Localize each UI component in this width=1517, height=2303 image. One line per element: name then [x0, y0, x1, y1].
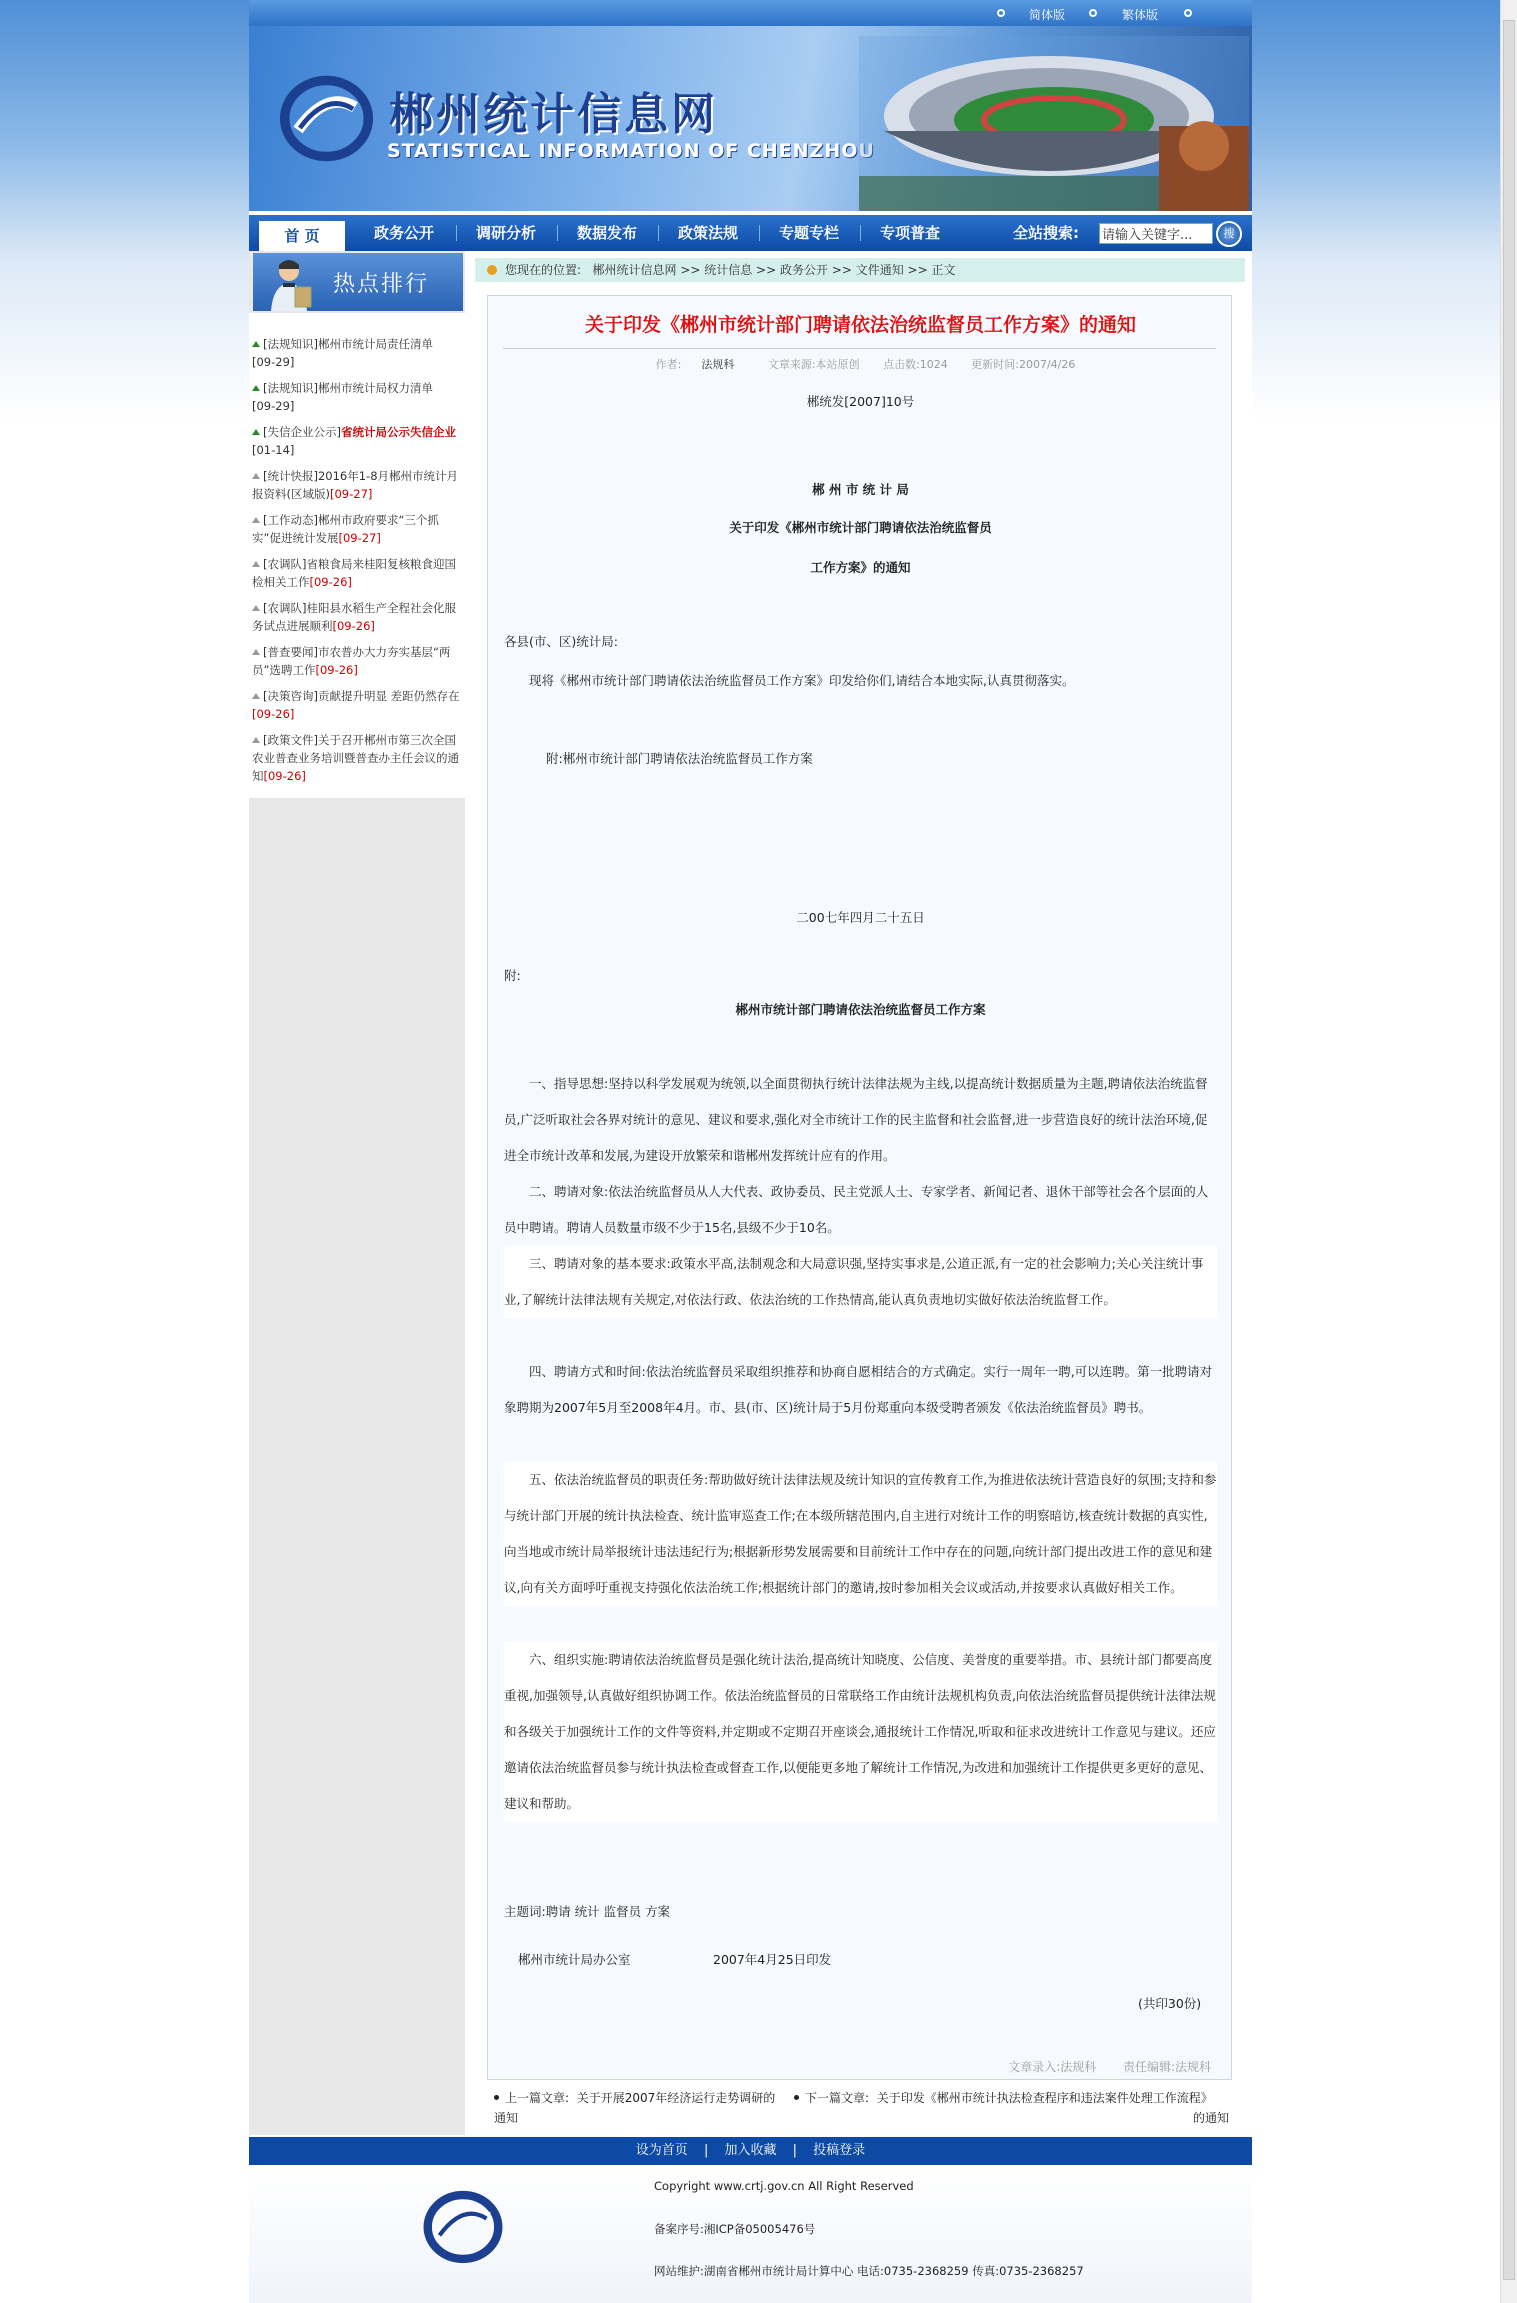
- dash-icon: [252, 737, 260, 743]
- article-author: 法规科: [701, 358, 735, 371]
- plan-paragraph: 一、指导思想:坚持以科学发展观为统领,以全面贯彻执行统计法律法规为主线,以提高统计数据质量为主题,聘请依法治统监督员,广泛听取社会各界对统计的意见、建议和要求,强化对全市统计工作的民主监督和社会监督,进一步营造良好的统计法治环境,促进全市统计改革和发展,为建设开放繁荣和谐郴州发挥统计应有的作用。: [504, 1076, 1208, 1163]
- list-item[interactable]: [工作动态]郴州市政府要求“三个抓实”促进统计发展[09-27]: [252, 513, 439, 545]
- list-item[interactable]: [法规知识]郴州市统计局权力清单 [09-29]: [252, 381, 433, 413]
- prev-article[interactable]: 上一篇文章: 关于开展2007年经济运行走势调研的 通知: [494, 2091, 776, 2125]
- breadcrumb: [475, 258, 1245, 282]
- divider: [503, 348, 1216, 349]
- list-item[interactable]: [普查要闻]市农普办大力夯实基层“两员”选聘工作[09-26]: [252, 645, 451, 677]
- doc-attach-label: 附:: [504, 968, 521, 983]
- search-button[interactable]: 搜: [1216, 221, 1242, 247]
- dash-icon: [252, 605, 260, 611]
- footer-logo-icon: [421, 2185, 505, 2269]
- plan-paragraph: 二、聘请对象:依法治统监督员从人大代表、政协委员、民主党派人士、专家学者、新闻记者、退休干部等社会各个层面的人员中聘请。聘请人员数量市级不少于15名,县级不少于10名。: [504, 1184, 1209, 1235]
- nav-policy[interactable]: 政策法规: [677, 224, 738, 242]
- nav-gov-affairs[interactable]: 政务公开: [373, 224, 434, 242]
- top-bar: [249, 0, 1252, 26]
- dash-icon: [252, 561, 260, 567]
- plan-paragraph: 四、聘请方式和时间:依法治统监督员采取组织推荐和协商自愿相结合的方式确定。实行一周年一聘,可以连聘。第一批聘请对象聘期为2007年5月至2008年4月。市、县(市、区)统计局于5月份郑重向本级受聘者颁发《依法治统监督员》聘书。: [504, 1364, 1213, 1415]
- sidebar: [249, 251, 465, 2135]
- list-item[interactable]: [失信企业公示]省统计局公示失信企业[01-14]: [252, 425, 456, 457]
- bullet-icon: [494, 2095, 499, 2100]
- maintainer-text: 网站维护:湖南省郴州市统计局计算中心 电话:0735-2368259 传真:0735-2368257: [654, 2264, 1084, 2278]
- scrollbar[interactable]: [1500, 0, 1517, 2303]
- location-icon: [487, 265, 497, 275]
- nav-research[interactable]: 调研分析: [475, 224, 536, 242]
- list-item[interactable]: [决策咨询]贡献提升明显 差距仍然存在[09-26]: [252, 689, 460, 721]
- person-icon: [261, 253, 321, 311]
- site-footer: [249, 2165, 1252, 2303]
- copyright-text: Copyright www.crtj.gov.cn All Right Reserved: [654, 2179, 914, 2193]
- prev-article-link[interactable]: 关于开展2007年经济运行走势调研的: [576, 2091, 776, 2105]
- nav-separator: [759, 225, 760, 241]
- breadcrumb-prefix: 您现在的位置:: [505, 263, 582, 277]
- doc-heading-line1: 关于印发《郴州市统计部门聘请依法治统监督员: [729, 520, 992, 535]
- dash-icon: [252, 693, 260, 699]
- list-item[interactable]: [农调队]省粮食局来桂阳复核粮食迎国检相关工作[09-26]: [252, 557, 456, 589]
- breadcrumb-path[interactable]: 郴州统计信息网 >> 统计信息 >> 政务公开 >> 文件通知 >> 正文: [592, 263, 956, 277]
- stadium-image: [859, 36, 1249, 211]
- icp-text[interactable]: 备案序号:湘ICP备05005476号: [654, 2222, 816, 2236]
- sidebar-title: 热点排行: [333, 272, 430, 297]
- article-entry: 文章录入:法规科: [1008, 2060, 1097, 2074]
- doc-heading-line2: 工作方案》的通知: [810, 560, 911, 575]
- set-homepage-link[interactable]: 设为首页: [635, 2143, 688, 2158]
- next-article[interactable]: 下一篇文章: 关于印发《郴州市统计执法检查程序和违法案件处理工作流程》 的通知: [794, 2088, 1229, 2128]
- doc-issue-date: 2007年4月25日印发: [713, 1952, 832, 1967]
- dash-icon: [252, 473, 260, 479]
- up-arrow-icon: [252, 429, 260, 435]
- footer-links: 设为首页 | 加入收藏 | 投稿登录: [249, 2137, 1252, 2165]
- hot-ranking-header: [253, 253, 463, 311]
- list-item[interactable]: [政策文件]关于召开郴州市第三次全国农业普查业务培训暨普查办主任会议的通知[09-26]: [252, 733, 459, 783]
- nav-data-release[interactable]: 数据发布: [576, 224, 637, 242]
- scrollbar-thumb[interactable]: [1503, 20, 1515, 2280]
- site-title-en: STATISTICAL INFORMATION OF CHENZHOU: [387, 140, 875, 162]
- up-arrow-icon: [252, 385, 260, 391]
- plan-title: 郴州市统计部门聘请依法治统监督员工作方案: [735, 1002, 986, 1017]
- simplified-link[interactable]: 简体版: [1029, 8, 1066, 22]
- doc-number: 郴统发[2007]10号: [806, 394, 915, 409]
- dash-icon: [252, 649, 260, 655]
- main-nav: [249, 215, 1252, 251]
- article-title: 关于印发《郴州市统计部门聘请依法治统监督员工作方案》的通知: [584, 314, 1136, 336]
- site-logo-icon: [279, 71, 374, 166]
- article-updated: 更新时间:2007/4/26: [971, 358, 1076, 371]
- bullet-icon: [1089, 9, 1097, 17]
- nav-home[interactable]: 首 页: [259, 221, 345, 251]
- list-item[interactable]: [统计快报]2016年1-8月郴州市统计月报资料(区域版)[09-27]: [252, 469, 459, 501]
- article-footer: [1008, 2058, 1211, 2075]
- doc-recipient: 各县(市、区)统计局:: [504, 634, 618, 649]
- site-title-cn: 郴州统计信息网: [389, 89, 718, 140]
- page-wrapper: [249, 0, 1252, 2303]
- article-source: 文章来源:本站原创: [767, 358, 860, 371]
- doc-intro: 现将《郴州市统计部门聘请依法治统监督员工作方案》印发给你们,请结合本地实际,认真贯彻落实。: [529, 673, 1075, 688]
- plan-paragraph: 三、聘请对象的基本要求:政策水平高,法制观念和大局意识强,坚持实事求是,公道正派,有一定的社会影响力;关心关注统计事业,了解统计法律法规有关规定,对依法行政、依法治统的工作热情高,能认真负责地切实做好依法治统监督工作。: [504, 1246, 1217, 1318]
- bullet-icon: [794, 2095, 799, 2100]
- submit-login-link[interactable]: 投稿登录: [813, 2143, 866, 2158]
- nav-census[interactable]: 专项普查: [879, 224, 940, 242]
- nav-special-topics[interactable]: 专题专栏: [778, 224, 839, 242]
- nav-separator: [658, 225, 659, 241]
- site-banner: [249, 26, 1252, 211]
- plan-paragraph: 五、依法治统监督员的职责任务:帮助做好统计法律法规及统计知识的宣传教育工作,为推进依法统计营造良好的氛围;支持和参与统计部门开展的统计执法检查、统计监审巡查工作;在本级所辖范围内,自主进行对统计工作的明察暗访,核查统计数据的真实性,向当地或市统计局举报统计违法违纪行为;根据新形势发展需要和目前统计工作中存在的问题,向统计部门提出改进工作的意见和建议,向有关方面呼吁重视支持强化依法治统工作;根据统计部门的邀请,按时参加相关会议或活动,并按要求认真做好相关工作。: [504, 1462, 1217, 1606]
- dash-icon: [252, 517, 260, 523]
- doc-copies: (共印30份): [1138, 1996, 1202, 2011]
- doc-attachment: 附:郴州市统计部门聘请依法治统监督员工作方案: [546, 751, 813, 766]
- doc-date: 二00七年四月二十五日: [796, 910, 925, 925]
- next-article-link[interactable]: 关于印发《郴州市统计执法检查程序和违法案件处理工作流程》: [876, 2091, 1213, 2105]
- search-label: 全站搜索:: [1013, 224, 1079, 242]
- article-editor: 责任编辑:法规科: [1122, 2060, 1211, 2074]
- doc-org: 郴 州 市 统 计 局: [812, 482, 909, 497]
- hot-list: [249, 313, 465, 798]
- doc-keywords: 主题词:聘请 统计 监督员 方案: [504, 1904, 671, 1919]
- search-input[interactable]: [1099, 223, 1213, 244]
- list-item[interactable]: [法规知识]郴州市统计局责任清单 [09-29]: [252, 337, 433, 369]
- traditional-link[interactable]: 繁体版: [1122, 8, 1159, 22]
- add-favorite-link[interactable]: 加入收藏: [724, 2143, 777, 2158]
- nav-separator: [860, 225, 861, 241]
- bullet-icon: [1184, 9, 1192, 17]
- bullet-icon: [997, 9, 1005, 17]
- up-arrow-icon: [252, 341, 260, 347]
- doc-issuer: 郴州市统计局办公室: [518, 1952, 631, 1967]
- nav-separator: [557, 225, 558, 241]
- nav-separator: [456, 225, 457, 241]
- article-hits: 点击数:1024: [883, 358, 948, 371]
- list-item[interactable]: [农调队]桂阳县水稻生产全程社会化服务试点进展顺利[09-26]: [252, 601, 456, 633]
- plan-paragraph: 六、组织实施:聘请依法治统监督员是强化统计法治,提高统计知晓度、公信度、美誉度的重要举措。市、县统计部门都要高度重视,加强领导,认真做好组织协调工作。依法治统监督员的日常联络工作由统计法规机构负责,向依法治统监督员提供统计法律法规和各级关于加强统计工作的文件等资料,并定期或不定期召开座谈会,通报统计工作情况,听取和征求改进统计工作意见与建议。还应邀请依法治统监督员参与统计执法检查或督查工作,以便能更多地了解统计工作情况,为改进和加强统计工作提供更多更好的意见、建议和帮助。: [504, 1642, 1217, 1822]
- article-meta: 作者: 法规科 文章来源:本站原创 点击数:1024 更新时间:2007/4/26: [655, 358, 1076, 371]
- article-panel: [487, 295, 1232, 2080]
